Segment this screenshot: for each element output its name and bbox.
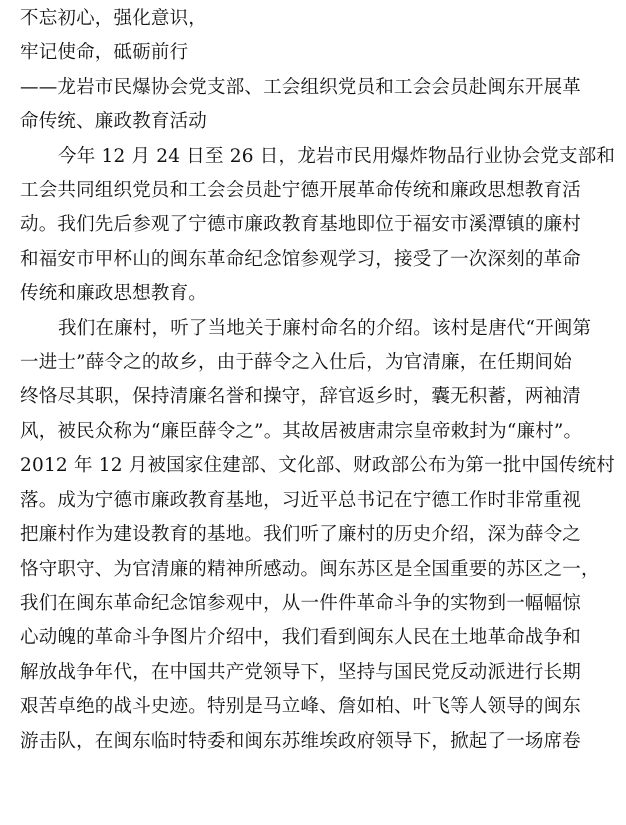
- paragraph-2-line: 解放战争年代，在中国共产党领导下，坚持与国民党反动派进行长期: [20, 661, 582, 683]
- paragraph-1-line: 今年 12 月 24 日至 26 日，龙岩市民用爆炸物品行业协会党支部和: [58, 145, 616, 167]
- paragraph-2-line: 把廉村作为建设教育的基地。我们听了廉村的历史介绍，深为薛令之: [20, 524, 582, 546]
- heading-line-1: 不忘初心，强化意识，: [20, 8, 208, 29]
- paragraph-1: [20, 140, 616, 312]
- paragraph-2-line: 游击队，在闽东临时特委和闽东苏维埃政府领导下，掀起了一场席卷: [20, 730, 582, 752]
- paragraph-2-line: 风，被民众称为“廉臣薛令之”。其故居被唐肃宗皇帝敕封为“廉村”。: [20, 420, 583, 442]
- heading-line-2: 牢记使命，砥砺前行: [20, 42, 189, 64]
- paragraph-2-line: 我们在闽东革命纪念馆参观中，从一件件革命斗争的实物到一幅幅惊: [20, 592, 582, 614]
- subtitle-line-1: ——龙岩市民爆协会党支部、工会组织党员和工会会员赴闽东开展革: [20, 76, 582, 98]
- paragraph-2-line: 恪守职守、为官清廉的精神所感动。闽东苏区是全国重要的苏区之一，: [20, 558, 600, 580]
- paragraph-1-line: 传统和廉政思想教育。: [20, 283, 208, 305]
- document-heading: [20, 2, 612, 140]
- paragraph-2-line: 2012 年 12 月被国家住建部、文化部、财政部公布为第一批中国传统村: [20, 455, 615, 477]
- paragraph-1-line: 和福安市甲杯山的闽东革命纪念馆参观学习，接受了一次深刻的革命: [20, 248, 582, 270]
- paragraph-2-line: 落。成为宁德市廉政教育基地，习近平总书记在宁德工作时非常重视: [20, 489, 582, 511]
- paragraph-2-line: 我们在廉村，听了当地关于廉村命名的介绍。该村是唐代“开闽第: [58, 317, 592, 339]
- paragraph-2-line: 艰苦卓绝的战斗史迹。特别是马立峰、詹如柏、叶飞等人领导的闽东: [20, 696, 582, 718]
- paragraph-2: [20, 312, 615, 759]
- document-body: [20, 0, 616, 759]
- paragraph-1-line: 动。我们先后参观了宁德市廉政教育基地即位于福安市溪潭镇的廉村: [20, 214, 582, 236]
- paragraph-2-line: 心动魄的革命斗争图片介绍中，我们看到闽东人民在土地革命战争和: [20, 627, 582, 649]
- paragraph-1-line: 工会共同组织党员和工会会员赴宁德开展革命传统和廉政思想教育活: [20, 180, 582, 202]
- subtitle-line-2: 命传统、廉政教育活动: [20, 111, 208, 133]
- paragraph-2-line: 终恪尽其职，保持清廉名誉和操守，辞官返乡时，囊无积蓄，两袖清: [20, 386, 582, 408]
- paragraph-2-line: 一进士”薛令之的故乡，由于薛令之入仕后，为官清廉，在任期间始: [20, 352, 572, 374]
